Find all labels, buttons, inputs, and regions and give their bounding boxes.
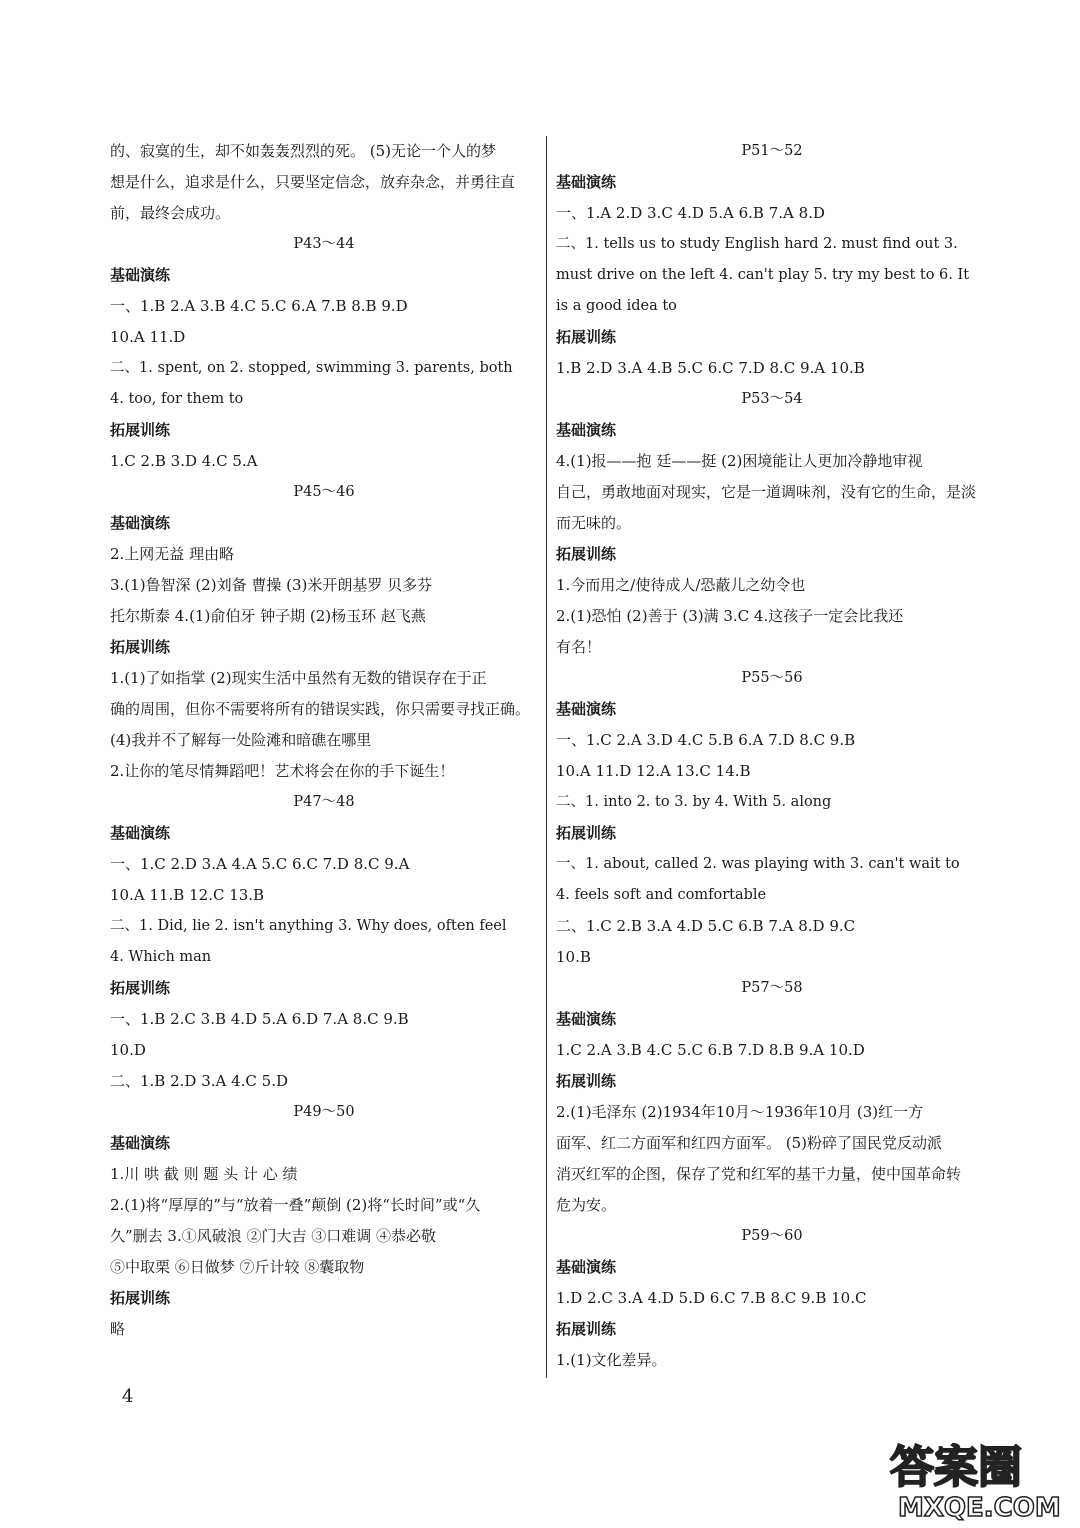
answer-line: 二、1. tells us to study English hard 2. must find out 3. bbox=[556, 236, 958, 252]
section-heading: 基础演练 bbox=[556, 1010, 617, 1028]
answer-line: 1.C 2.A 3.B 4.C 5.C 6.B 7.D 8.B 9.A 10.D bbox=[556, 1041, 865, 1059]
answer-line: 而无味的。 bbox=[556, 514, 632, 532]
answer-line: 1.D 2.C 3.A 4.D 5.D 6.C 7.B 8.C 9.B 10.C bbox=[556, 1289, 867, 1307]
answer-line: 一、1.B 2.A 3.B 4.C 5.C 6.A 7.B 8.B 9.D bbox=[110, 297, 408, 315]
answer-line: 2.(1)将“厚厚的”与“放着一叠”颠倒 (2)将“长时间”或“久 bbox=[110, 1196, 481, 1214]
column-divider bbox=[546, 136, 547, 1378]
section-heading: 拓展训练 bbox=[556, 1072, 617, 1090]
answer-line: 二、1.C 2.B 3.A 4.D 5.C 6.B 7.A 8.D 9.C bbox=[556, 917, 856, 935]
answer-line: 二、1. spent, on 2. stopped, swimming 3. parents, both bbox=[110, 360, 513, 376]
answer-line: 危为安。 bbox=[556, 1196, 617, 1214]
watermark-logo bbox=[884, 1436, 1064, 1522]
answer-line: 久”删去 3.①风破浪 ②门大吉 ③口难调 ④恭必敬 bbox=[110, 1227, 437, 1245]
right-column bbox=[556, 136, 988, 1376]
answer-line: 10.B bbox=[556, 948, 591, 966]
answer-line: 2.上网无益 理由略 bbox=[110, 545, 235, 563]
answer-line: 二、1. Did, lie 2. isn't anything 3. Why does, often feel bbox=[110, 918, 507, 934]
page-range-title: P53～54 bbox=[741, 391, 803, 407]
answer-line: 略 bbox=[110, 1320, 126, 1338]
section-heading: 基础演练 bbox=[556, 700, 617, 718]
answer-line: 10.A 11.D bbox=[110, 328, 186, 346]
answer-line: 的、寂寞的生，却不如轰轰烈烈的死。 (5)无论一个人的梦 bbox=[110, 142, 497, 160]
section-heading: 拓展训练 bbox=[110, 979, 171, 997]
answer-line: 一、1.A 2.D 3.C 4.D 5.A 6.B 7.A 8.D bbox=[556, 204, 825, 222]
page-range-title: P43～44 bbox=[293, 236, 355, 252]
left-column bbox=[110, 136, 538, 1345]
section-heading: 基础演练 bbox=[110, 1134, 171, 1152]
page-range-title: P51～52 bbox=[741, 143, 803, 159]
page-range-title: P45～46 bbox=[293, 484, 355, 500]
answer-line: 一、1. about, called 2. was playing with 3. can't wait to bbox=[556, 856, 960, 872]
answer-line: 面军、红二方面军和红四方面军。 (5)粉碎了国民党反动派 bbox=[556, 1134, 943, 1152]
answer-line: 1.(1)了如指掌 (2)现实生活中虽然有无数的错误存在于正 bbox=[110, 669, 487, 687]
section-heading: 拓展训练 bbox=[556, 545, 617, 563]
section-heading: 基础演练 bbox=[110, 514, 171, 532]
answer-line: 自己，勇敢地面对现实，它是一道调味剂，没有它的生命，是淡 bbox=[556, 483, 977, 501]
page-range-title: P55～56 bbox=[741, 670, 803, 686]
answer-line: 一、1.C 2.A 3.D 4.C 5.B 6.A 7.D 8.C 9.B bbox=[556, 731, 856, 749]
section-heading: 拓展训练 bbox=[110, 638, 171, 656]
section-heading: 拓展训练 bbox=[556, 1320, 617, 1338]
page-range-title: P47～48 bbox=[293, 794, 355, 810]
answer-line: 想是什么，追求是什么，只要坚定信念，放弃杂念，并勇往直 bbox=[110, 173, 516, 191]
section-heading: 基础演练 bbox=[556, 173, 617, 191]
answer-line: 确的周围，但你不需要将所有的错误实践，你只需要寻找正确。 bbox=[110, 700, 531, 718]
section-heading: 基础演练 bbox=[556, 421, 617, 439]
answer-line: 10.A 11.B 12.C 13.B bbox=[110, 886, 265, 904]
answer-line: must drive on the left 4. can't play 5. try my best to 6. It bbox=[556, 267, 970, 283]
answer-line: 2.(1)毛泽东 (2)1934年10月～1936年10月 (3)红一方 bbox=[556, 1103, 924, 1121]
page-range-title: P49～50 bbox=[293, 1104, 355, 1120]
section-heading: 拓展训练 bbox=[110, 1289, 171, 1307]
section-heading: 拓展训练 bbox=[556, 824, 617, 842]
page-range-title: P59～60 bbox=[741, 1228, 803, 1244]
answer-line: (4)我并不了解每一处险滩和暗礁在哪里 bbox=[110, 731, 372, 749]
answer-line: 前，最终会成功。 bbox=[110, 204, 231, 222]
answer-line: 2.(1)恐怕 (2)善于 (3)满 3.C 4.这孩子一定会比我还 bbox=[556, 607, 904, 625]
answer-line: 1.B 2.D 3.A 4.B 5.C 6.C 7.D 8.C 9.A 10.B bbox=[556, 359, 865, 377]
answer-line: 4. too, for them to bbox=[110, 391, 244, 407]
watermark-title: 答案圈 bbox=[890, 1442, 1022, 1493]
section-heading: 基础演练 bbox=[110, 266, 171, 284]
page-number: 4 bbox=[122, 1386, 134, 1407]
answer-line: 消灭红军的企图，保存了党和红军的基干力量，使中国革命转 bbox=[556, 1165, 962, 1183]
answer-line: 3.(1)鲁智深 (2)刘备 曹操 (3)米开朗基罗 贝多芬 bbox=[110, 576, 433, 594]
answer-line: 4. Which man bbox=[110, 949, 212, 965]
page-range-title: P57～58 bbox=[741, 980, 803, 996]
section-heading: 基础演练 bbox=[110, 824, 171, 842]
answer-line: 4. feels soft and comfortable bbox=[556, 887, 767, 903]
answer-line: 4.(1)报——抱 廷——挺 (2)困境能让人更加冷静地审视 bbox=[556, 452, 923, 470]
answer-line: 托尔斯泰 4.(1)俞伯牙 钟子期 (2)杨玉环 赵飞燕 bbox=[110, 607, 426, 625]
answer-line: 有名！ bbox=[556, 638, 602, 656]
answer-line: 二、1. into 2. to 3. by 4. With 5. along bbox=[556, 794, 832, 810]
answer-line: 10.D bbox=[110, 1041, 146, 1059]
answer-line: ⑤中取栗 ⑥日做梦 ⑦斤计较 ⑧囊取物 bbox=[110, 1258, 365, 1276]
section-heading: 拓展训练 bbox=[556, 328, 617, 346]
answer-line: is a good idea to bbox=[556, 298, 677, 314]
watermark-url: MXQE.COM bbox=[898, 1493, 1061, 1522]
answer-line: 1.(1)文化差异。 bbox=[556, 1351, 667, 1369]
answer-line: 一、1.B 2.C 3.B 4.D 5.A 6.D 7.A 8.C 9.B bbox=[110, 1010, 409, 1028]
answer-line: 2.让你的笔尽情舞蹈吧！艺术将会在你的手下诞生！ bbox=[110, 762, 455, 780]
section-heading: 拓展训练 bbox=[110, 421, 171, 439]
answer-line: 二、1.B 2.D 3.A 4.C 5.D bbox=[110, 1072, 289, 1090]
answer-line: 1.今而用之/使待成人/恐蔽儿之幼令也 bbox=[556, 576, 806, 594]
answer-line: 10.A 11.D 12.A 13.C 14.B bbox=[556, 762, 751, 780]
section-heading: 基础演练 bbox=[556, 1258, 617, 1276]
answer-line: 1.川 哄 截 则 题 头 计 心 绩 bbox=[110, 1165, 298, 1183]
answer-line: 一、1.C 2.D 3.A 4.A 5.C 6.C 7.D 8.C 9.A bbox=[110, 855, 410, 873]
answer-line: 1.C 2.B 3.D 4.C 5.A bbox=[110, 452, 258, 470]
